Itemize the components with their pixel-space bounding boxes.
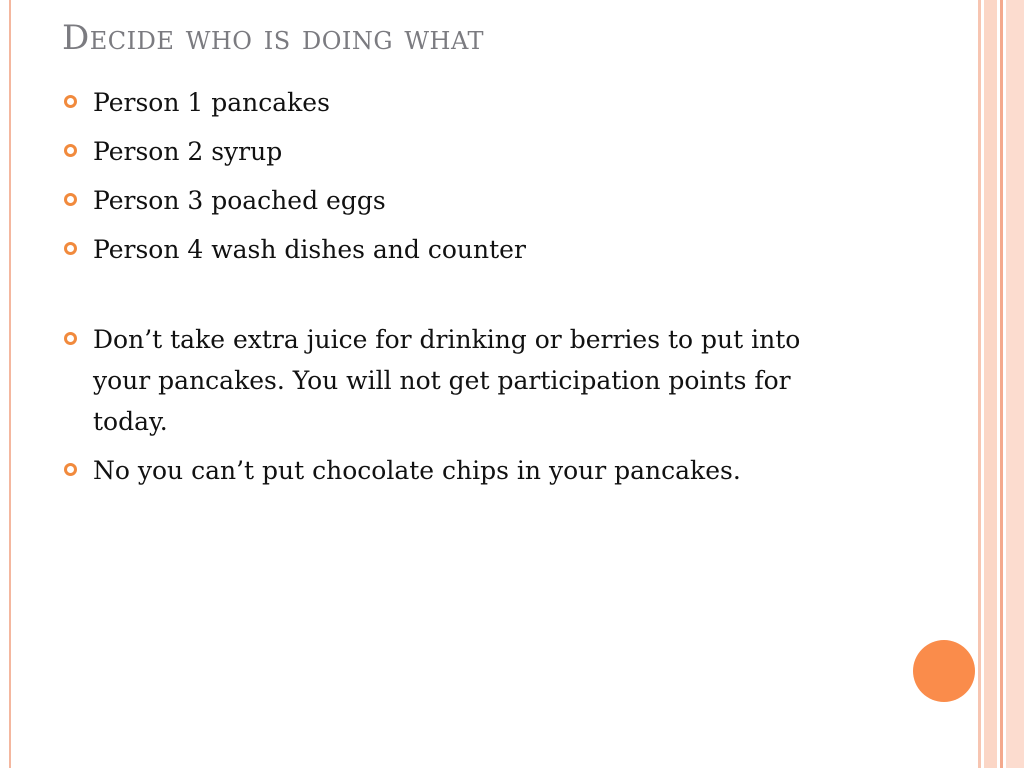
list-item-text: No you can’t put chocolate chips in your pancakes. [93,456,741,485]
list-item [60,319,860,442]
orange-accent-circle [913,640,975,702]
left-border-line [9,0,11,768]
list-item-text: Person 1 pancakes [93,88,330,117]
list-item-text: Don’t take extra juice for drinking or berries to put into your pancakes. You will not get participation points for today. [93,325,801,436]
list-item [60,82,860,123]
list-item-text: Person 3 poached eggs [93,186,386,215]
slide-title: Decide who is doing what [62,18,485,58]
bullet-list [60,82,860,491]
list-item [60,180,860,221]
stripe [978,0,981,768]
hollow-circle-bullet-icon [64,95,77,108]
list-item-text: Person 4 wash dishes and counter [93,235,526,264]
stripe [1000,0,1003,768]
list-item [60,131,860,172]
hollow-circle-bullet-icon [64,463,77,476]
hollow-circle-bullet-icon [64,193,77,206]
stripe [1006,0,1024,768]
hollow-circle-bullet-icon [64,242,77,255]
stripe [984,0,997,768]
list-item [60,229,860,270]
hollow-circle-bullet-icon [64,332,77,345]
list-item [60,450,860,491]
list-item-text: Person 2 syrup [93,137,283,166]
hollow-circle-bullet-icon [64,144,77,157]
right-decorative-stripes [978,0,1024,768]
